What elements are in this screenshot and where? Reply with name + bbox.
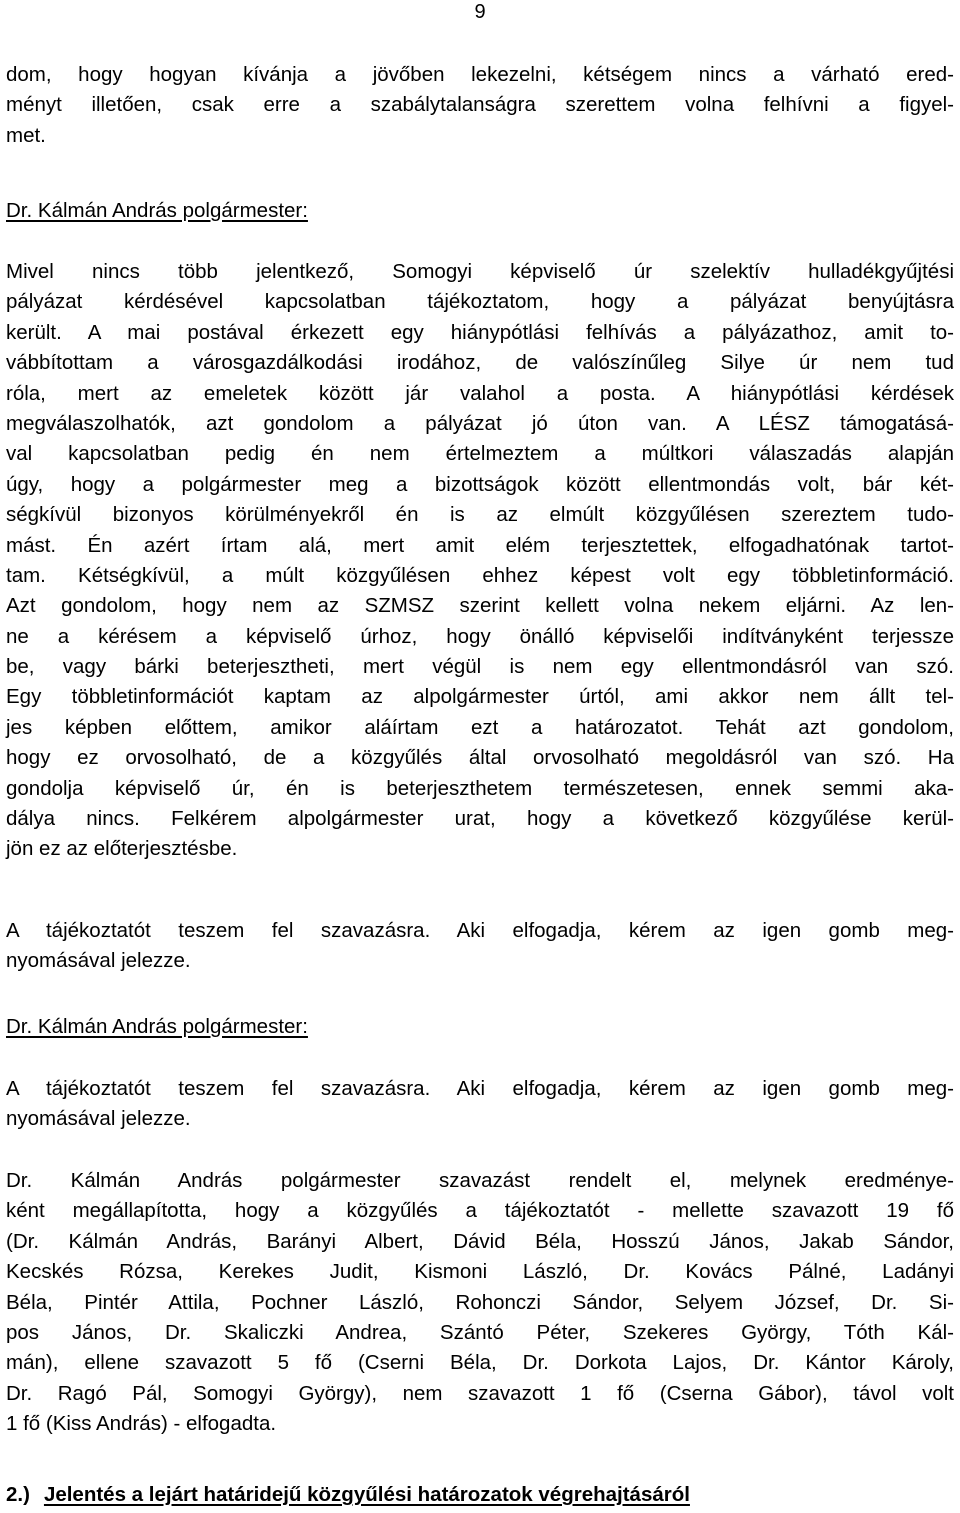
section-title: Jelentés a lejárt határidejű közgyűlési határozatok végrehajtásáról	[43, 1483, 690, 1506]
text-line: tam. Kétségkívül, a múlt közgyűlésen ehhez képest volt egy többletinformáció.	[6, 563, 954, 587]
text-line: Egy többletinformációt kaptam az alpolgármester úrtól, ami akkor nem állt tel-	[6, 685, 954, 709]
text-line: úgy, hogy a polgármester meg a bizottságok között ellentmondás volt, bár két-	[6, 472, 954, 496]
paragraph-continuation	[6, 60, 954, 151]
text-line: gondolja képviselő úr, én is beterjeszthetem természetesen, ennek semmi aka-	[6, 776, 954, 800]
text-line: nyomásával jelezze.	[6, 949, 191, 973]
text-line: dom, hogy hogyan kívánja a jövőben lekezelni, kétségem nincs a várható ered-	[6, 63, 954, 86]
text-line: (Dr. Kálmán András, Barányi Albert, Dávid Béla, Hosszú János, Jakab Sándor,	[6, 1229, 954, 1253]
text-line: Dr. Ragó Pál, Somogyi György), nem szavazott 1 fő (Cserna Gábor), távol volt	[6, 1381, 954, 1405]
text-line: jön ez az előterjesztésbe.	[6, 837, 238, 861]
text-line: nyomásával jelezze.	[6, 1107, 191, 1131]
page-number: 9	[474, 1, 486, 23]
speaker-label: Dr. Kálmán András polgármester:	[6, 199, 308, 222]
speaker-label: Dr. Kálmán András polgármester:	[6, 1015, 308, 1038]
text-line: hogy ez orvosolható, de a közgyűlés által orvosolható megoldásról van szó. Ha	[6, 746, 954, 770]
text-line: megválaszolhatók, azt gondolom a pályázat jó úton van. A LÉSZ támogatásá-	[6, 411, 954, 435]
text-line: Mivel nincs több jelentkező, Somogyi képviselő úr szelektív hulladékgyűjtési	[6, 260, 954, 283]
text-line: Kecskés Rózsa, Kerekes Judit, Kismoni László, Dr. Kovács Pálné, Ladányi	[6, 1260, 954, 1284]
text-line: A tájékoztatót teszem fel szavazásra. Aki elfogadja, kérem az igen gomb meg-	[6, 919, 954, 942]
text-line: pos János, Dr. Skaliczki Andrea, Szántó Péter, Szekeres György, Tóth Kál-	[6, 1320, 954, 1344]
paragraph-vote-call	[6, 916, 954, 977]
text-line: 1 fő (Kiss András) - elfogadta.	[6, 1412, 277, 1436]
text-line: róla, mert az emeletek között jár valahol a posta. A hiánypótlási kérdések	[6, 381, 954, 405]
paragraph-vote-result	[6, 1166, 954, 1440]
text-line: ményt illetően, csak erre a szabálytalanságra szerettem volna felhívni a figyel-	[6, 93, 954, 117]
section-heading	[6, 1480, 690, 1510]
text-line: dálya nincs. Felkérem alpolgármester urat, hogy a következő közgyűlése kerül-	[6, 807, 954, 831]
text-line: pályázat kérdésével kapcsolatban tájékoztatom, hogy a pályázat benyújtásra	[6, 290, 954, 314]
section-number: 2.)	[6, 1483, 30, 1506]
text-line: ne a kérésem a képviselő úrhoz, hogy önálló képviselői indítványként terjessze	[6, 624, 954, 648]
text-line: mán), ellene szavazott 5 fő (Cserni Béla, Dr. Dorkota Lajos, Dr. Kántor Károly,	[6, 1351, 954, 1375]
text-line: A tájékoztatót teszem fel szavazásra. Aki elfogadja, kérem az igen gomb meg-	[6, 1077, 954, 1100]
text-line: vábbítottam a városgazdálkodási irodához, de valószínűleg Silye úr nem tud	[6, 351, 954, 375]
text-line: Béla, Pintér Attila, Pochner László, Rohonczi Sándor, Selyem József, Dr. Si-	[6, 1290, 954, 1314]
text-line: ként megállapította, hogy a közgyűlés a tájékoztatót - mellette szavazott 19 fő	[6, 1199, 954, 1223]
text-line: val kapcsolatban pedig én nem értelmeztem a múltkori válaszadás alapján	[6, 442, 954, 466]
paragraph-mayor-response	[6, 257, 954, 865]
paragraph-vote-call-repeat	[6, 1074, 954, 1135]
text-line: jes képben előttem, amikor aláírtam ezt a határozatot. Tehát azt gondolom,	[6, 715, 954, 739]
text-line: Dr. Kálmán András polgármester szavazást rendelt el, melynek eredménye-	[6, 1169, 954, 1192]
text-line: ségkívül bizonyos körülményekről én is az elmúlt közgyűlésen szereztem tudo-	[6, 503, 954, 527]
text-line: került. A mai postával érkezett egy hiánypótlási felhívás a pályázathoz, amit to-	[6, 320, 954, 344]
text-line: met.	[6, 123, 46, 147]
text-line: be, vagy bárki beterjesztheti, mert végül is nem egy ellentmondásról van szó.	[6, 655, 954, 679]
text-line: Azt gondolom, hogy nem az SZMSZ szerint kellett volna nekem eljárni. Az len-	[6, 594, 954, 618]
text-line: mást. Én azért írtam alá, mert amit elém terjesztettek, elfogadhatónak tartot-	[6, 533, 954, 557]
